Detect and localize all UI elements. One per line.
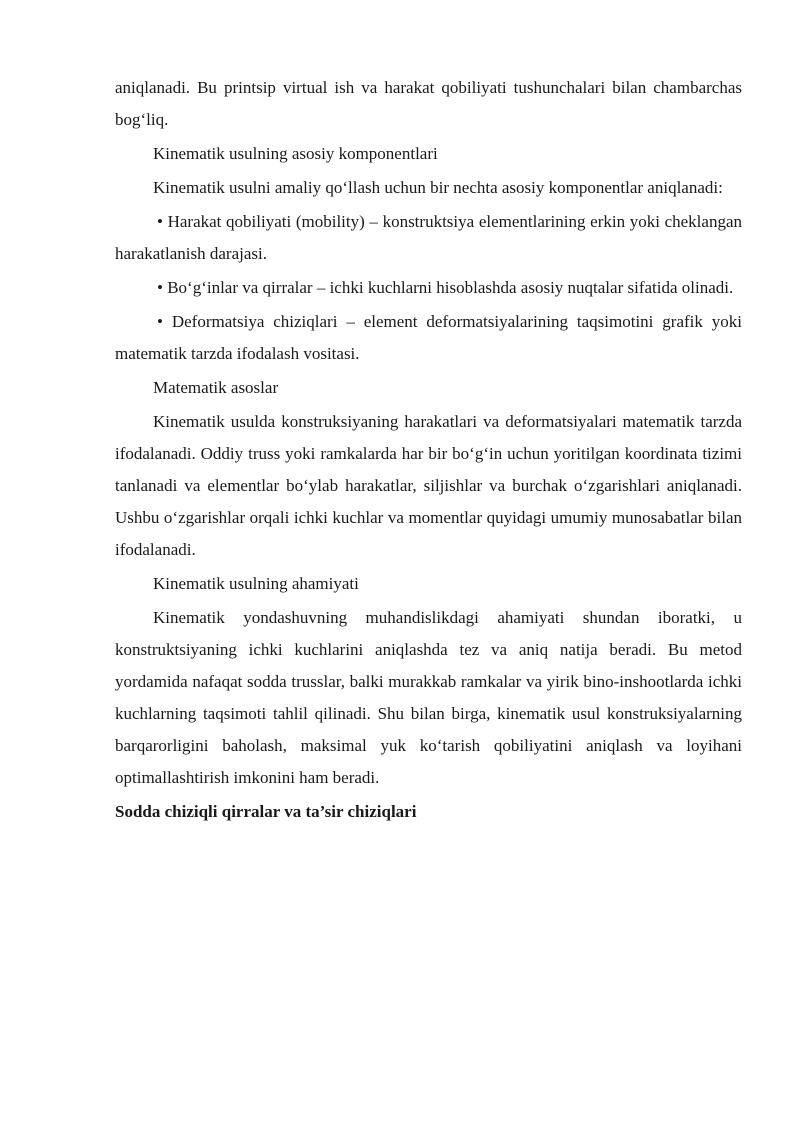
paragraph-continuation: aniqlanadi. Bu printsip virtual ish va harakat qobiliyati tushunchalari bilan chambarchas bog‘liq.	[115, 78, 742, 129]
bullet-mobility: • Harakat qobiliyati (mobility) – konstruktsiya elementlarining erkin yoki cheklangan harakatlanish darajasi.	[115, 212, 742, 263]
section-heading-math: Matematik asoslar	[153, 378, 279, 397]
bullet-joints: • Bo‘g‘inlar va qirralar – ichki kuchlarni hisoblashda asosiy nuqtalar sifatida olinadi.	[157, 278, 734, 297]
paragraph-components-intro: Kinematik usulni amaliy qo‘llash uchun bir nechta asosiy komponentlar aniqlanadi:	[153, 178, 723, 197]
section-heading-components: Kinematik usulning asosiy komponentlari	[153, 144, 438, 163]
paragraph-importance: Kinematik yondashuvning muhandislikdagi ahamiyati shundan iboratki, u konstruktsiyaning ichki kuchlarini aniqlashda tez va aniq natija beradi. Bu metod yordamida nafaqat sodda trusslar, balki murakkab ramkalar va yirik bino-inshootlarda ichki kuchlarning taqsimoti tahlil qilinadi. Shu bilan birga, kinematik usul konstruksiyalarning barqarorligini baholash, maksimal yuk ko‘tarish qobiliyatini aniqlash va loyihani optimallashtirish imkonini ham beradi.	[115, 608, 742, 787]
section-heading-importance: Kinematik usulning ahamiyati	[153, 574, 359, 593]
chapter-heading: Sodda chiziqli qirralar va ta’sir chiziqlari	[115, 802, 417, 821]
document-page	[115, 72, 742, 830]
paragraph-math: Kinematik usulda konstruksiyaning harakatlari va deformatsiyalari matematik tarzda ifodalanadi. Oddiy truss yoki ramkalarda har bir bo‘g‘in uchun yoritilgan koordinata tizimi tanlanadi va elementlar bo‘ylab harakatlar, siljishlar va burchak o‘zgarishlari aniqlanadi. Ushbu o‘zgarishlar orqali ichki kuchlar va momentlar quyidagi umumiy munosabatlar bilan ifodalanadi.	[115, 412, 742, 559]
bullet-deformation: • Deformatsiya chiziqlari – element deformatsiyalarining taqsimotini grafik yoki matematik tarzda ifodalash vositasi.	[115, 312, 742, 363]
